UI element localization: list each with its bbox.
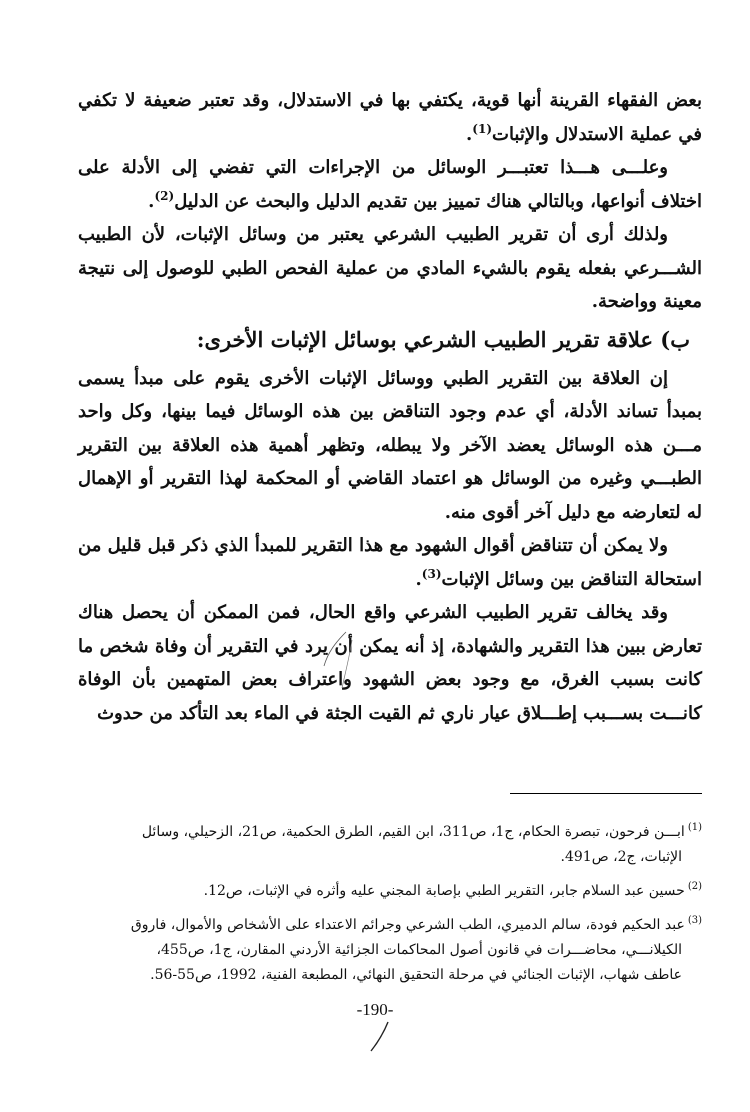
paragraph-1-end: . <box>465 123 473 145</box>
footnote-ref-3: (3) <box>421 566 442 581</box>
footnote-2 <box>80 874 702 904</box>
body-text <box>78 84 702 730</box>
footnote-1 <box>80 815 702 870</box>
footnote-ref-2: (2) <box>154 188 175 203</box>
footnote-separator <box>510 793 702 794</box>
section-heading: ب) علاقة تقرير الطبيب الشرعي بوسائل الإثبات الأخرى: <box>196 326 690 352</box>
footnote-1-line-1: ابـــن فرحون، تبصرة الحكام، ج1، ص311، ابن القيم، الطرق الحكمية، ص21، الزحيلي، وسائل <box>141 824 685 840</box>
footnote-3-mark: (3) <box>687 915 702 926</box>
footnote-2-line-1: حسين عبد السلام جابر، التقرير الطبي بإصابة المجني عليه وأثره في الإثبات، ص12. <box>203 883 685 899</box>
paragraph-6: وقد يخالف تقرير الطبيب الشرعي واقع الحال، فمن الممكن أن يحصل هناك تعارض ببين هذا التقرير والشهادة، إذ أنه يمكن أن يرد في التقرير أن وفاة شخص ما كانت بسبب الغرق، مع وجود بعض الشهود واعتراف بعض المتهمين بأن الوفاة كانـــت بســـبب إطـــلاق عيار ناري ثم القيت الجثة في الماء بعد التأكد من حدوث <box>78 602 702 724</box>
footnotes <box>80 815 702 992</box>
footnote-3-line-1: عبد الحكيم فودة، سالم الدميري، الطب الشرعي وجرائم الاعتداء على الأشخاص والأموال، فاروق <box>130 917 685 933</box>
paragraph-2 <box>78 151 702 218</box>
pen-stroke-mark <box>368 1020 392 1054</box>
paragraph-2-end: . <box>148 190 155 212</box>
paragraph-4: إن العلاقة بين التقرير الطبي ووسائل الإثبات الأخرى يقوم على مبدأ يسمى بمبدأ تساند الأدلة، أي عدم وجود التناقض بين هذه الوسائل فيما بينها، وكل واحد مـــن هذه الوسائل يعضد الآخر ولا يبطله، وتظهر أهمية هذه العلاقة بين التقرير الطبـــي وغيره من الوسائل هو اعتماد القاضي أو المحكمة لهذا التقرير أو الإهمال له لتعارضه مع دليل آخر أقوى منه. <box>78 367 702 523</box>
footnote-2-mark: (2) <box>687 881 702 892</box>
paragraph-1 <box>78 84 702 151</box>
footnote-1-line-2: الإثبات، ج2، ص491. <box>560 849 682 865</box>
paragraph-5 <box>78 529 702 596</box>
footnote-3-line-2: الكيلانـــي، محاضـــرات في قانون أصول المحاكمات الجزائية الأردني المقارن، ج1، ص455، <box>156 942 682 958</box>
paragraph-2-text: وعلـــى هـــذا تعتبـــر الوسائل من الإجراءات التي تفضي إلى الأدلة على اختلاف أنواعها، وبالتالي هناك تمييز بين تقديم الدليل والبحث عن الدليل <box>78 157 702 212</box>
footnote-3-line-3: عاطف شهاب، الإثبات الجنائي في مرحلة التحقيق النهائي، المطبعة الفنية، 1992، ص55-56. <box>150 967 682 983</box>
paragraph-5-text: ولا يمكن أن تتناقض أقوال الشهود مع هذا التقرير للمبدأ الذي ذكر قبل قليل من استحالة التناقض بين وسائل الإثبات <box>78 535 702 590</box>
paragraph-5-end: . <box>415 568 422 590</box>
footnote-1-mark: (1) <box>687 822 702 833</box>
footnote-3 <box>80 908 702 988</box>
footnote-ref-1: (1) <box>472 121 492 136</box>
handwritten-scribble <box>306 628 366 698</box>
paragraph-3: ولذلك أرى أن تقرير الطبيب الشرعي يعتبر من وسائل الإثبات، لأن الطبيب الشـــرعي بفعله يقوم بالشيء المادي من عملية الفحص الطبي للوصول إلى نتيجة معينة وواضحة. <box>78 224 702 312</box>
page-number: -190- <box>356 1000 394 1019</box>
paragraph-1-text: بعض الفقهاء القرينة أنها قوية، يكتفي بها في الاستدلال، وقد تعتبر ضعيفة لا تكفي في عملية الاستدلال والإثبات <box>78 90 702 145</box>
